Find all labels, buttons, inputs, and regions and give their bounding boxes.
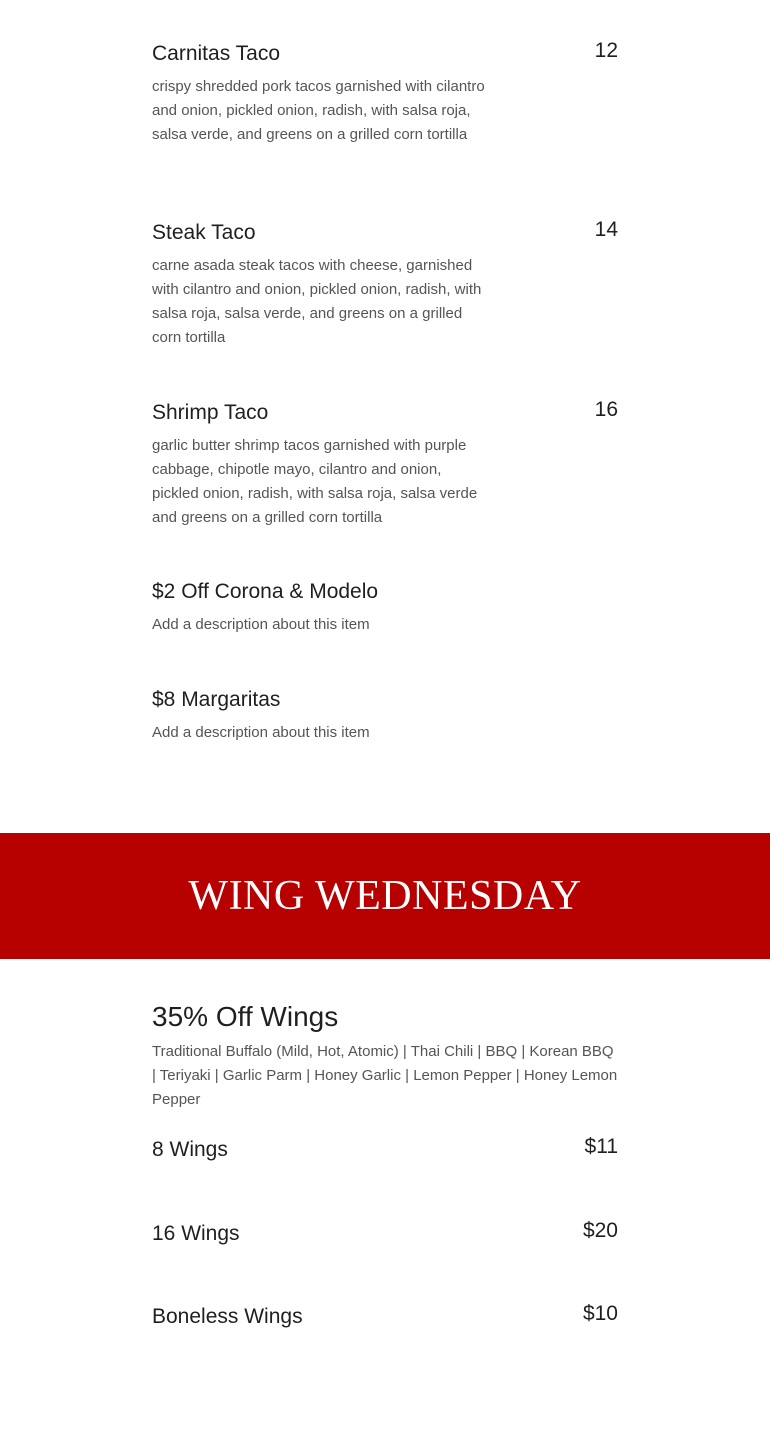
menu-item-shrimp-taco bbox=[152, 400, 618, 530]
menu-item-corona-modelo bbox=[152, 579, 618, 639]
menu-item-description: crispy shredded pork tacos garnished with cilantro and onion, pickled onion, radish, with salsa roja, salsa verde, and greens on a grilled corn tortilla bbox=[152, 78, 485, 143]
menu-item-description: garlic butter shrimp tacos garnished with purple cabbage, chipotle mayo, cilantro and onion, pickled onion, radish, with salsa roja, salsa verde and greens on a grilled corn tortilla bbox=[152, 437, 478, 526]
menu-item-name: $2 Off Corona & Modelo bbox=[152, 580, 379, 603]
banner-title: WING WEDNESDAY bbox=[188, 873, 582, 919]
menu-item-price: 14 bbox=[594, 218, 618, 241]
menu-item-8-wings bbox=[152, 1137, 618, 1167]
menu-item-name: 8 Wings bbox=[152, 1138, 228, 1161]
wing-wednesday-banner bbox=[0, 833, 770, 959]
menu-item-name: 16 Wings bbox=[152, 1222, 240, 1245]
menu-item-name: Carnitas Taco bbox=[152, 42, 281, 65]
menu-item-name: Shrimp Taco bbox=[152, 401, 269, 424]
promo-description: Traditional Buffalo (Mild, Hot, Atomic) | Thai Chili | BBQ | Korean BBQ | Teriyaki | Garlic Parm | Honey Garlic | Lemon Pepper | Honey Lemon Pepper bbox=[152, 1043, 618, 1108]
menu-item-price: 12 bbox=[594, 39, 618, 62]
promo-title: 35% Off Wings bbox=[152, 1001, 339, 1032]
menu-item-margaritas bbox=[152, 687, 618, 747]
menu-item-name: $8 Margaritas bbox=[152, 688, 281, 711]
menu-item-name: Steak Taco bbox=[152, 221, 256, 244]
menu-item-description: carne asada steak tacos with cheese, garnished with cilantro and onion, pickled onion, radish, with salsa roja, salsa verde, and greens on a grilled corn tortilla bbox=[152, 257, 482, 346]
menu-item-carnitas-taco bbox=[152, 41, 618, 171]
menu-item-steak-taco bbox=[152, 220, 618, 350]
menu-item-price: 16 bbox=[594, 398, 618, 421]
menu-item-boneless-wings bbox=[152, 1304, 618, 1334]
menu-item-name: Boneless Wings bbox=[152, 1305, 303, 1328]
menu-item-description: Add a description about this item bbox=[152, 724, 370, 741]
menu-item-price: $10 bbox=[582, 1302, 618, 1325]
menu-item-16-wings bbox=[152, 1221, 618, 1251]
menu-item-price: $20 bbox=[582, 1219, 618, 1242]
menu-item-description: Add a description about this item bbox=[152, 616, 370, 633]
menu-item-price: $11 bbox=[584, 1135, 618, 1158]
